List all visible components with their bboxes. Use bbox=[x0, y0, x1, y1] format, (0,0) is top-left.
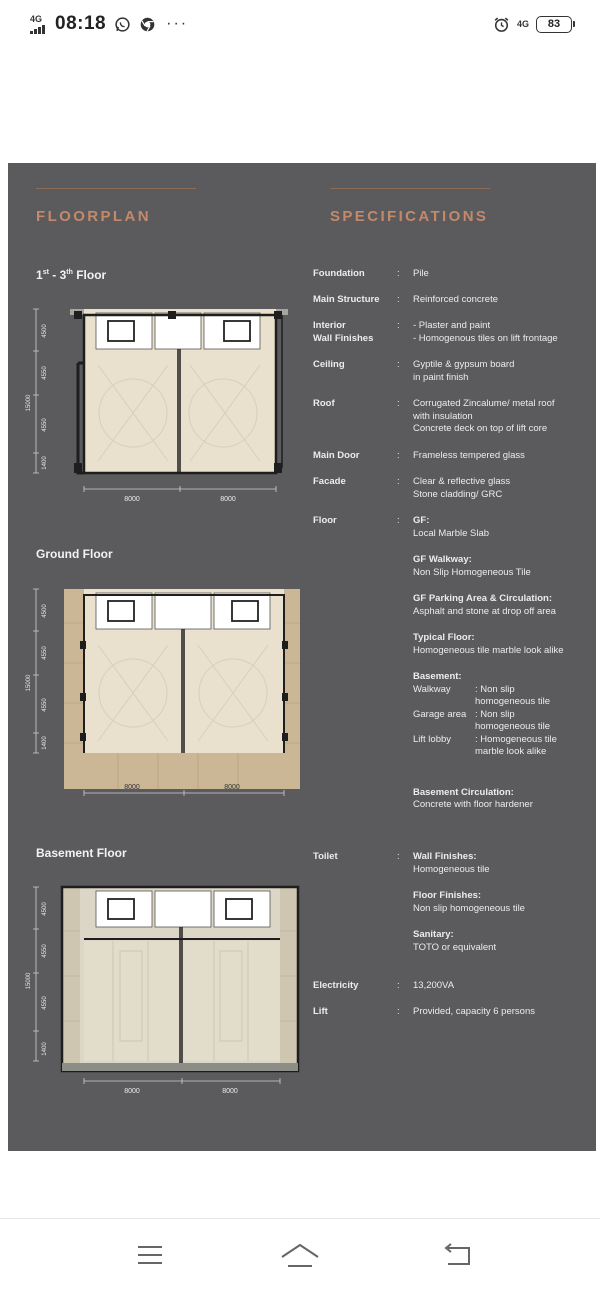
upper-floor-plan bbox=[18, 303, 300, 513]
spec-value: - Plaster and paint - Homogenous tiles on lift frontage bbox=[413, 320, 558, 344]
spec-value: 13,200VA bbox=[413, 980, 455, 991]
upper-dim-width-a: 8000 bbox=[124, 496, 140, 503]
spec-facade: Facade : Clear & reflective glass Stone cladding/ GRC bbox=[313, 476, 593, 504]
ground-dim-width-b: 8000 bbox=[224, 784, 240, 791]
battery-icon bbox=[536, 16, 572, 33]
spec-label: Floor bbox=[313, 515, 337, 526]
home-button[interactable] bbox=[280, 1237, 320, 1273]
upper-dim-h2: 4550 bbox=[42, 366, 48, 380]
spec-label: Lift bbox=[313, 1006, 328, 1017]
home-icon bbox=[280, 1242, 320, 1268]
spec-electricity: Electricity : 13,200VA bbox=[313, 980, 593, 994]
basement-dim-h2: 4550 bbox=[42, 944, 48, 958]
navigation-bar bbox=[0, 1218, 600, 1289]
spec-value: Clear & reflective glass Stone cladding/ GRC bbox=[413, 476, 511, 500]
spec-label: Ceiling bbox=[313, 359, 345, 370]
spec-label: Facade bbox=[313, 476, 346, 487]
spec-label: Toilet bbox=[313, 851, 338, 862]
upper-dim-width-b: 8000 bbox=[220, 496, 236, 503]
spec-toilet: Toilet : Wall Finishes: Homogeneous tile Floor Finishes: Non slip homogeneous tile Sanitary: TOTO or equivalent bbox=[313, 851, 593, 951]
basement-dim-h1: 4500 bbox=[42, 902, 48, 916]
spec-value: Provided, capacity 6 persons bbox=[413, 1006, 535, 1017]
network-type-left: 4G bbox=[30, 13, 43, 24]
specifications-rule bbox=[330, 188, 490, 189]
upper-dim-h3: 4550 bbox=[42, 418, 48, 432]
upper-dim-h4: 1400 bbox=[42, 456, 48, 470]
upper-dim-total: 15000 bbox=[26, 394, 32, 412]
spec-label: Electricity bbox=[313, 980, 359, 991]
chrome-icon bbox=[139, 16, 156, 33]
basement-dim-total: 15000 bbox=[26, 972, 32, 990]
spec-value: Wall Finishes: Homogeneous tile Floor Finishes: Non slip homogeneous tile Sanitary: TOTO or equivalent bbox=[413, 851, 525, 953]
ground-floor-title: Ground Floor bbox=[36, 547, 113, 561]
back-icon bbox=[442, 1243, 472, 1267]
spec-main-structure: Main Structure : Reinforced concrete bbox=[313, 294, 593, 308]
spec-lift: Lift : Provided, capacity 6 persons bbox=[313, 1006, 593, 1020]
alarm-icon bbox=[493, 16, 510, 33]
spec-value: Pile bbox=[413, 268, 429, 279]
brochure-page bbox=[8, 163, 596, 1151]
ground-dim-total: 15000 bbox=[26, 674, 32, 692]
basement-dim-width-a: 8000 bbox=[124, 1088, 140, 1095]
spec-main-door: Main Door : Frameless tempered glass bbox=[313, 450, 593, 464]
spec-value: Gyptile & gypsum board in paint finish bbox=[413, 359, 515, 383]
spec-ceiling: Ceiling : Gyptile & gypsum board in paint finish bbox=[313, 359, 593, 387]
clock: 08:18 bbox=[55, 13, 107, 34]
basement-floor-plan bbox=[18, 881, 300, 1096]
basement-dim-h3: 4550 bbox=[42, 996, 48, 1010]
battery-level: 83 bbox=[547, 18, 561, 30]
signal-icon bbox=[30, 15, 45, 34]
ground-dim-h3: 4550 bbox=[42, 698, 48, 712]
spec-label: Main Door bbox=[313, 450, 360, 461]
ground-dim-h1: 4500 bbox=[42, 604, 48, 618]
menu-icon bbox=[136, 1244, 164, 1266]
back-button[interactable] bbox=[437, 1237, 477, 1273]
spec-floor: Floor : GF: Local Marble Slab GF Walkway: Non Slip Homogeneous Tile GF Parking Area & Circulation: Asphalt and stone at drop off area Typical Floor: Homogeneous tile marble look alike Basement: Walkway : Non slip homogeneous tile Garage area : Non slip homogeneous tile Lift lobby : Homogeneous tile marble look alike Basement Circulation: Concrete with floor hardener bbox=[313, 515, 593, 815]
floorplan-rule bbox=[36, 188, 196, 189]
spec-label: Main Structure bbox=[313, 294, 380, 305]
basement-floor-title: Basement Floor bbox=[36, 846, 127, 860]
ground-dim-h2: 4550 bbox=[42, 646, 48, 660]
basement-dim-h4: 1400 bbox=[42, 1042, 48, 1056]
basement-dim-width-b: 8000 bbox=[222, 1088, 238, 1095]
status-bar bbox=[0, 0, 600, 48]
upper-dim-h1: 4500 bbox=[42, 324, 48, 338]
spec-label: Foundation bbox=[313, 268, 365, 279]
specifications-heading: SPECIFICATIONS bbox=[330, 208, 489, 225]
spec-interior: Interior Wall Finishes : - Plaster and paint - Homogenous tiles on lift frontage bbox=[313, 320, 593, 348]
network-type-right: 4G bbox=[516, 18, 529, 29]
spec-value: GF: Local Marble Slab GF Walkway: Non Slip Homogeneous Tile GF Parking Area & Circulation: Asphalt and stone at drop off area Typical Floor: Homogeneous tile marble look alike Basement: Walkway : Non slip homogeneous tile Garage area : Non slip homogeneous tile Lift lobby : Homogeneous tile marble look alike Basement Circulation: Concrete with floor hardener bbox=[413, 515, 564, 810]
spec-value: Frameless tempered glass bbox=[413, 450, 525, 461]
spec-roof: Roof : Corrugated Zincalume/ metal roof with insulation Concrete deck on top of lift core bbox=[313, 398, 593, 438]
whatsapp-icon bbox=[114, 16, 131, 33]
ground-floor-plan bbox=[18, 583, 300, 798]
spec-label: Roof bbox=[313, 398, 335, 409]
spec-value: Reinforced concrete bbox=[413, 294, 499, 305]
spec-value: Corrugated Zincalume/ metal roof with insulation Concrete deck on top of lift core bbox=[413, 398, 555, 434]
spec-foundation: Foundation : Pile bbox=[313, 268, 593, 282]
ground-dim-width-a: 8000 bbox=[124, 784, 140, 791]
upper-floor-title: 1st - 3th Floor bbox=[36, 268, 107, 282]
more-dots-icon: ··· bbox=[166, 15, 189, 32]
menu-button[interactable] bbox=[130, 1237, 170, 1273]
spec-label: Interior Wall Finishes bbox=[313, 320, 374, 344]
ground-dim-h4: 1400 bbox=[42, 736, 48, 750]
floorplan-heading: FLOORPLAN bbox=[36, 208, 151, 225]
